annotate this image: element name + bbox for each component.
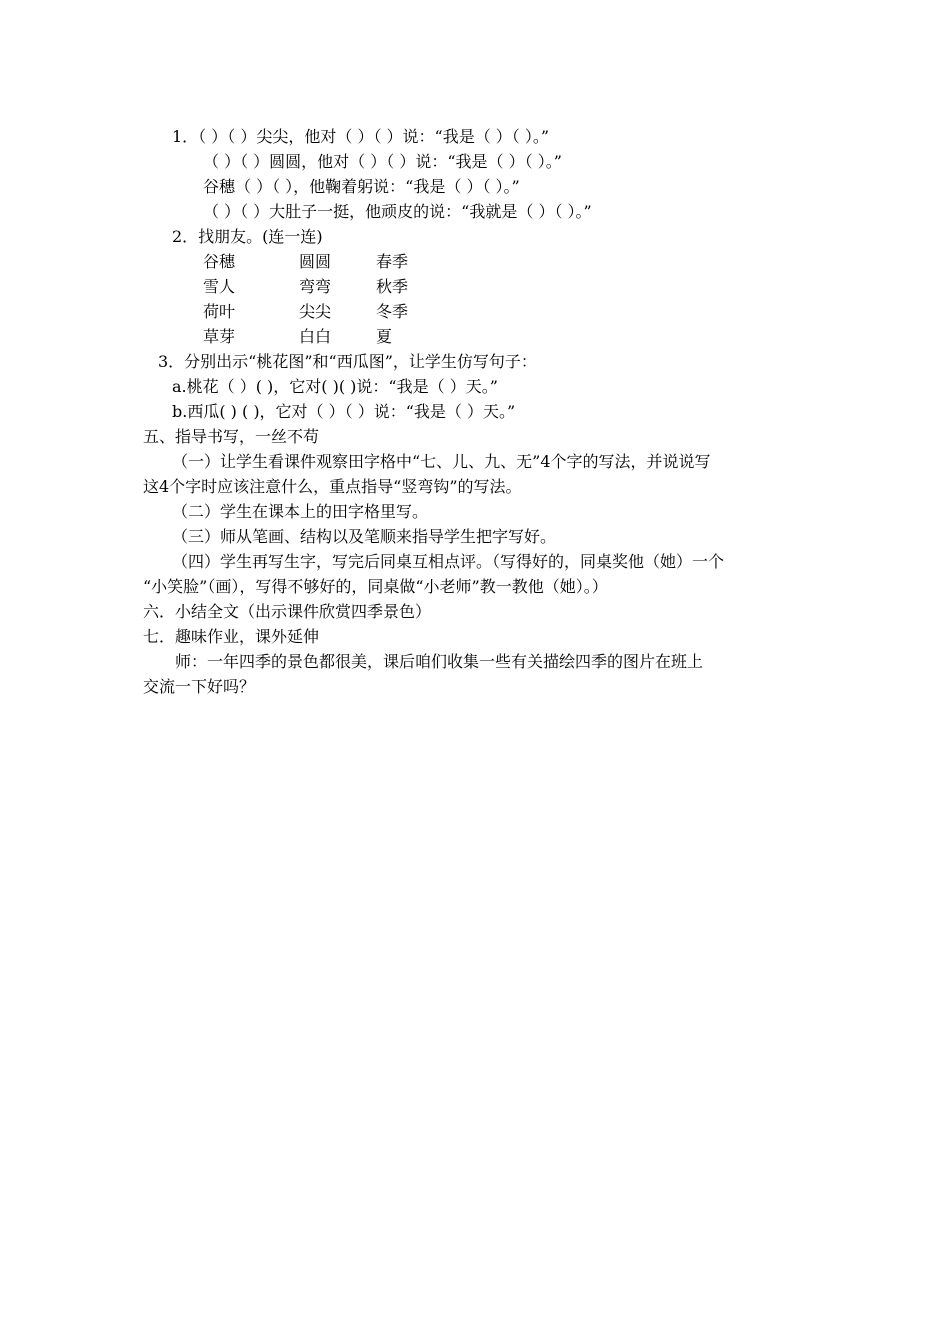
matching-row [203, 324, 463, 349]
matching-row [203, 274, 463, 299]
matching-item: 尖尖 [299, 302, 332, 321]
section5-p2: （二）学生在课本上的田字格里写。 [172, 502, 429, 521]
section5-p1-line1: （一）让学生看课件观察田字格中“七、儿、九、无”4个字的写法，并说说写 [172, 452, 711, 471]
section7-heading: 七．趣味作业，课外延伸 [143, 627, 320, 646]
matching-row [203, 249, 463, 274]
matching-item: 春季 [376, 252, 409, 271]
matching-item: 草芽 [203, 327, 236, 346]
exercise1-line3: 谷穗（ ）（ ），他鞠着躬说：“我是（ ）（ ）。” [203, 177, 520, 196]
exercise1-line4: （ ）（ ）大肚子一挺，他顽皮的说：“我就是（ ）（ ）。” [203, 202, 592, 221]
section7-p1-line1: 师：一年四季的景色都很美，课后咱们收集一些有关描绘四季的图片在班上 [175, 652, 704, 671]
matching-item: 白白 [299, 327, 332, 346]
exercise3-line-a: a.桃花（ ）( )，它对( )( )说：“我是（ ）天。” [172, 377, 498, 396]
section5-p3: （三）师从笔画、结构以及笔顺来指导学生把字写好。 [172, 527, 557, 546]
section6-heading: 六．小结全文（出示课件欣赏四季景色） [143, 602, 432, 621]
matching-item: 雪人 [203, 277, 236, 296]
matching-row [203, 299, 463, 324]
section5-p4-line1: （四）学生再写生字，写完后同桌互相点评。（写得好的，同桌奖他（她）一个 [172, 552, 725, 571]
exercise3-line-b: b.西瓜( ) ( )，它对（ ）（ ）说：“我是（ ）天。” [172, 402, 516, 421]
section7-p1-line2: 交流一下好吗？ [143, 677, 256, 696]
exercise1-line1: 1．（ ）（ ）尖尖，他对（ ）（ ）说：“我是（ ）（ ）。” [172, 127, 550, 146]
section5-heading: 五、指导书写，一丝不苟 [143, 427, 320, 446]
matching-item: 秋季 [376, 277, 409, 296]
matching-item: 冬季 [376, 302, 409, 321]
section5-p1-line2: 这4个字时应该注意什么，重点指导“竖弯钩”的写法。 [143, 477, 522, 496]
matching-item: 谷穗 [203, 252, 236, 271]
matching-item: 夏 [376, 327, 393, 346]
matching-item: 弯弯 [299, 277, 332, 296]
section5-p4-line2: “小笑脸”（画），写得不够好的，同桌做“小老师”教一教他（她）。） [143, 577, 608, 596]
matching-item: 荷叶 [203, 302, 236, 321]
exercise1-line2: （ ）（ ）圆圆，他对（ ）（ ）说：“我是（ ）（ ）。” [203, 152, 562, 171]
exercise2-title: 2．找朋友。(连一连) [172, 227, 323, 246]
matching-item: 圆圆 [299, 252, 332, 271]
exercise3-title: 3．分别出示“桃花图”和“西瓜图”，让学生仿写句子： [158, 352, 537, 371]
